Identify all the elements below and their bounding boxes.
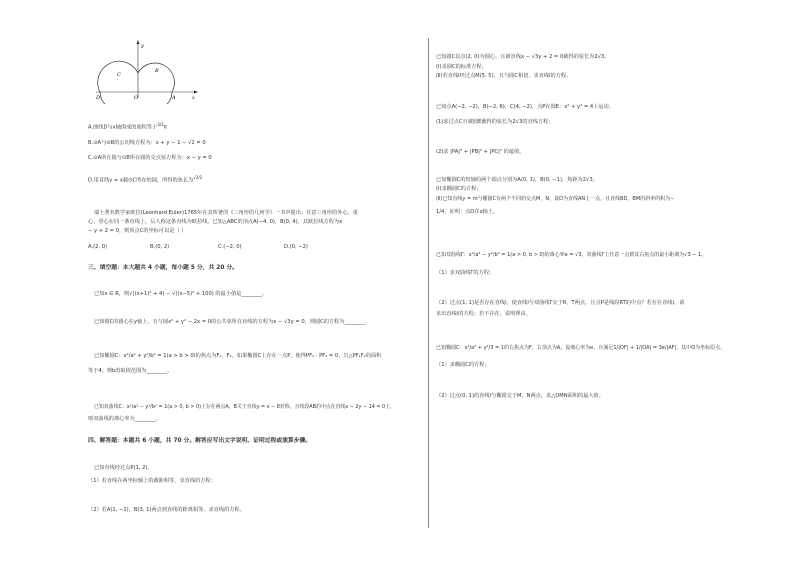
question-16-line-1: 已知双曲线C：x²/a² − y²/b² = 1(a > 0, b > 0)上存在两点A，B关于直线y = x − 8对称，且线段AB的中点在直线x − 2y − 14 = 0上， xyxy=(94,404,395,410)
question-21-part-1: （1）求双曲线Γ的方程； xyxy=(436,270,495,276)
question-16-line-2: 则双曲线的离心率为________。 xyxy=(88,416,161,422)
section-4-heading: 四、解答题：本题共 6 小题，共 70 分。解答应写出文字说明、证明过程或演算步骤。 xyxy=(88,438,312,444)
question-19: 已知点A(−2, −2)，B(−2, 6)，C(4, −2)，点P在圆E：x² + y² = 4上运动。 xyxy=(436,104,614,110)
question-19-part-1: (1)求过点C且被圆E截得的弦长为2√3的直线方程； xyxy=(436,119,554,125)
euler-line-1: 瑞士著名数学家欧拉(Leonhard Euler)1765年在其所著的《三角形的几何学》一书中提出：任意三角形的外心、重 xyxy=(94,210,358,216)
option-a: A.曲线D与x轴围成的面积等于$^{3/2}$π xyxy=(88,122,167,131)
question-22-part-1: （1）求椭圆C的方程； xyxy=(436,362,490,368)
label-x: x xyxy=(192,95,195,101)
option-b: B.⊙A与⊙B的公切线方程为：x + y − 1 − √2 = 0 xyxy=(88,140,206,146)
question-21: 已知双曲线Γ：x²/a² − y²/b² = 1(a > 0, b > 0)的离心率e = √3，双曲线Γ上任意一点到其右焦点的最小距离为√3 − 1。 xyxy=(436,252,707,258)
euler-opt-b: B.(0, 2) xyxy=(150,244,170,250)
euler-line-2: 心、垂心在同一条直线上，后人称这条直线为欧拉线。已知△ABC的顶点A(−4, 0)，B(0, 4)，其欧拉线方程为x xyxy=(88,219,343,225)
question-14: 已知圆C的圆心在y轴上，且与圆x² + y² − 2x = 0的公共弦所在直线的方程为x − √3y = 0，则圆C的方程为________。 xyxy=(94,319,371,325)
euler-opt-c: C.(−2, 0) xyxy=(218,244,242,250)
question-20-part-2: (Ⅱ)已知直线y = m与椭圆C有两个不同的交点M，N，设D为直线AN上一点，且直线BD，BM的斜率的积为− xyxy=(436,196,675,202)
label-o: O xyxy=(134,95,139,101)
x-axis-arrow xyxy=(194,91,198,94)
label-b: B xyxy=(155,68,159,74)
question-17-part-2: （2）若A(1, −1)，B(3, 1)两点到直线的距离相等，求直线的方程。 xyxy=(88,507,245,513)
section-3-heading: 三、填空题：本大题共 4 小题，每小题 5 分，共 20 分。 xyxy=(88,265,238,271)
label-d: D xyxy=(96,95,101,101)
question-13: 已知x ∈ R，则√((x+1)² + 4) − √((x−5)² + 100) 的最小值是________。 xyxy=(94,291,268,297)
question-17-part-1: （1）若直线在两坐标轴上的截距相等，求直线的方程； xyxy=(88,478,216,484)
question-18-part-2: (Ⅱ)若直线l经过点M(5, 5)，且与圆C相切，求直线l的方程。 xyxy=(436,73,572,79)
label-a: A xyxy=(172,95,176,101)
euler-opt-d: D.(0, −2) xyxy=(284,244,308,250)
question-15-line-2: 等于4，则b的取值范围为________。 xyxy=(88,368,173,374)
option-d: D.用直线y = x截⊙C所在的圆，所得的弦长为$^{√2/2}$ xyxy=(88,175,203,184)
question-20-part-1: (Ⅰ)求椭圆C的方程； xyxy=(436,186,482,192)
option-c: C.⊙A所在圆与⊙B所在圆的交点弦方程为：x − y = 0 xyxy=(88,155,212,161)
label-y: y xyxy=(141,43,144,49)
question-19-part-2: (2)求 |PA|² + |PB|² + |PC|² 的最值。 xyxy=(436,149,525,155)
question-15-line-1: 已知椭圆C：x²/a² + y²/b² = 1(a > b > 0)的焦点为F₁，F₂，如果椭圆C上存在一点P，使得PF₁ · PF₂ = 0，且△PF₁F₂的面积 xyxy=(94,353,382,359)
question-22: 已知椭圆C：x²/a² + y²/3 = 1的右焦点为F，右顶点为A，设离心率为e，且满足1/|OF| + 1/|OA| = 3e/|AF|，其中O为坐标原点。 xyxy=(436,345,726,351)
question-21-part-3: 求出直线l的方程；若不存在，说明理由。 xyxy=(436,311,531,317)
question-18: 已知圆C以点(2, 0)为圆心，且被直线x − √3y + 2 = 0截得的弦长为2√3。 xyxy=(436,54,610,60)
euler-opt-a: A.(2, 0) xyxy=(88,244,108,250)
euler-line-3: − y + 2 = 0，则顶点C的坐标可以是（ ） xyxy=(88,228,187,234)
question-20: 已知椭圆C的短轴的两个端点分别为A(0, 1)，B(0, −1)，焦距为2√3。 xyxy=(436,177,598,183)
label-c: C xyxy=(117,72,121,78)
question-22-part-2: （2）过点(0, 1)的直线l与椭圆交于M，N两点，求△OMN面积的最大值。 xyxy=(436,393,604,399)
column-divider xyxy=(428,38,429,528)
y-axis-arrow xyxy=(137,40,140,44)
question-18-part-1: (Ⅰ)求圆C的标准方程； xyxy=(436,64,487,70)
question-17: 已知直线经过点P(1, 2)。 xyxy=(94,465,153,471)
question-20-part-3: 1/4，证明：点D在x轴上。 xyxy=(436,209,499,215)
curve-figure xyxy=(92,40,202,104)
question-21-part-2: （2）过点(1, 1)是否存在直线l，使直线l与双曲线Γ交于R，T两点，且点P是线段RT的中点？若存在直线l，请 xyxy=(436,300,685,306)
